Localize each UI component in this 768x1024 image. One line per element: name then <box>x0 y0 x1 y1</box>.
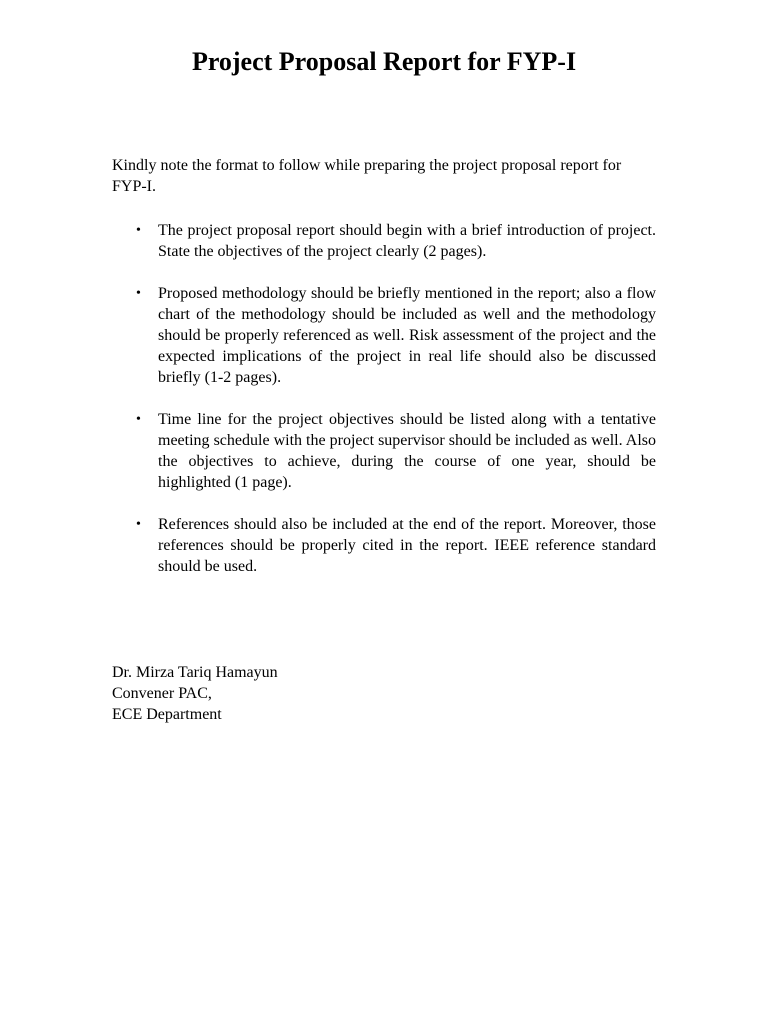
guidelines-list <box>112 220 656 598</box>
list-item-text: Proposed methodology should be briefly mentioned in the report; also a flow chart of the methodology should be included as well and the methodology should be properly referenced as well. Risk assessment of the project and the expected implications of the project in real life should also be discussed briefly (1-2 pages). <box>158 285 656 386</box>
bullet-icon: • <box>136 223 141 238</box>
bullet-icon: • <box>136 286 141 301</box>
list-item <box>112 409 656 493</box>
signatory-department: ECE Department <box>112 706 222 723</box>
page-title: Project Proposal Report for FYP-I <box>191 47 577 76</box>
signature-block <box>112 662 278 725</box>
signatory-name: Dr. Mirza Tariq Hamayun <box>112 664 278 681</box>
bullet-icon: • <box>136 412 141 427</box>
list-item <box>112 220 656 262</box>
list-item-text: Time line for the project objectives should be listed along with a tentative meeting schedule with the project supervisor should be included as well. Also the objectives to achieve, during the course of one year, should be highlighted (1 page). <box>158 411 656 491</box>
list-item-text: References should also be included at the end of the report. Moreover, those references should be properly cited in the report. IEEE reference standard should be used. <box>158 516 656 575</box>
signatory-role: Convener PAC, <box>112 685 212 702</box>
list-item <box>112 514 656 577</box>
bullet-icon: • <box>136 517 141 532</box>
list-item <box>112 283 656 388</box>
list-item-text: The project proposal report should begin with a brief introduction of project. State the objectives of the project clearly (2 pages). <box>158 222 656 260</box>
intro-paragraph: Kindly note the format to follow while preparing the project proposal report for FYP-I. <box>112 157 622 195</box>
